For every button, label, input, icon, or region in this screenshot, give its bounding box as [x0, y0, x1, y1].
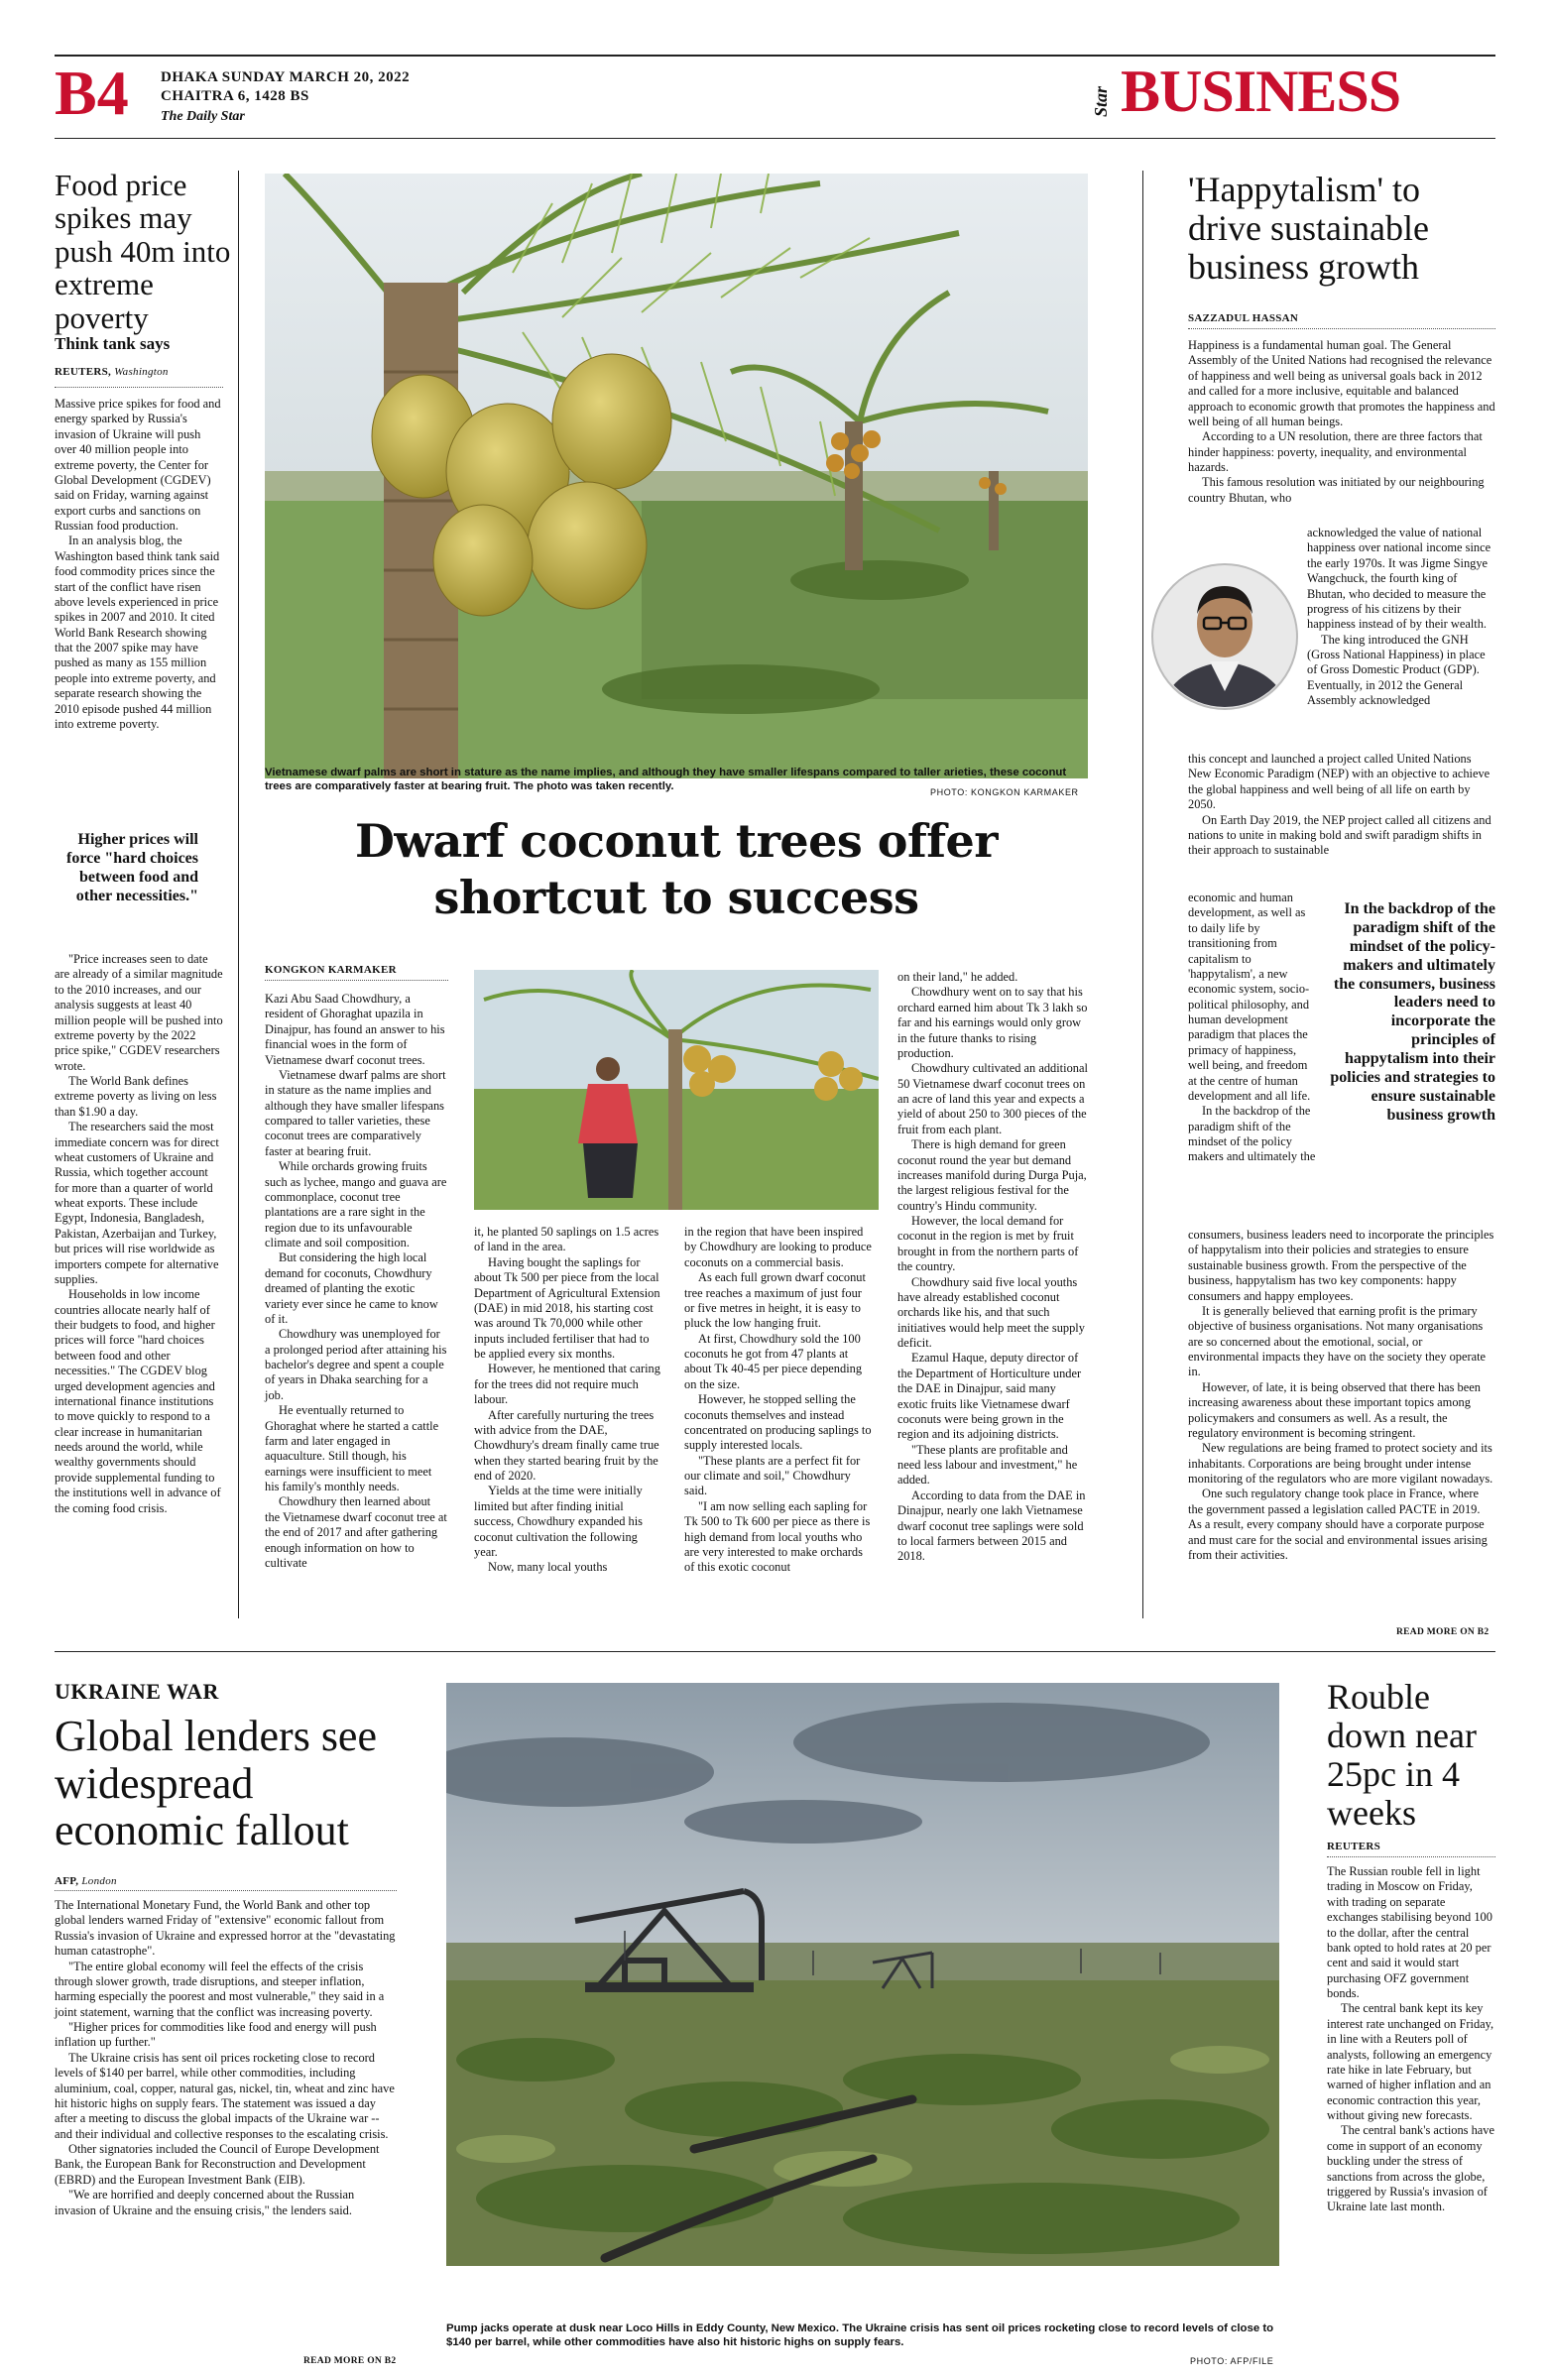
happy-read-more[interactable]: READ MORE ON B2 [1396, 1627, 1490, 1637]
lenders-headline: Global lenders see widespread economic fallout [55, 1712, 377, 1855]
pumpjack-photo-credit: PHOTO: AFP/FILE [1190, 2356, 1274, 2366]
happy-pullquote: In the backdrop of the paradigm shift of the mindset of the policy-makers and ultimately the consumers, business leaders need to incorporate the principles of happytalism into their policies and strategies to ensure sustainable business growth [1330, 900, 1495, 1124]
happy-body-mid: this concept and launched a project called United Nations New Economic Paradigm (NEP) with an objective to achieve the global happiness and well being of all life on earth by 2050. On Earth Day 2019, the NEP project called all citizens and nations to unite in making bold and swift paradigm shifts in their approach to sustainable [1188, 752, 1491, 858]
star-logo [1091, 73, 1113, 121]
food-body-top: Massive price spikes for food and energy sparked by Russia's invasion of Ukraine will push over 40 million people into extreme poverty, the Center for Global Development (CGDEV) said on Friday, warning against export curbs and sanctions on Russian food production. In an analysis blog, the Washington based think tank said food commodity prices since the start of the conflict have risen above levels experienced in price spikes in 2007 and 2010. It cited World Bank Research showing that the 2007 spike may have pushed as many as 155 million people into extreme poverty, and separate research showing the 2010 episode pushed 44 million into extreme poverty. [55, 397, 221, 731]
lenders-kicker: UKRAINE WAR [55, 1679, 219, 1704]
section-title: BUSINESS [1121, 59, 1401, 124]
happy-byline: SAZZADUL HASSAN [1188, 312, 1299, 324]
food-headline: Food price spikes may push 40m into extreme poverty [55, 168, 231, 335]
svg-text:Star: Star [1091, 85, 1111, 117]
rouble-body: The Russian rouble fell in light trading in Moscow on Friday, with trading on separate exchanges stabilising beyond 100 to the dollar, after the central bank opted to hold rates at 20 per cent and said it would start purchasing OFZ government bonds. The central bank kept its key interest rate unchanged on Friday, in line with a Reuters poll of analysts, following an emergency rate hike in late February, but warned of higher inflation and an economic contraction this year, without giving new forecasts. The central bank's actions have come in support of an economy buckling under the stress of sanctions from across the globe, triggered by Russia's invasion of Ukraine late last month. [1327, 1864, 1494, 2214]
food-byline: REUTERS, Washington [55, 366, 169, 378]
rouble-headline: Rouble down near 25pc in 4 weeks [1327, 1677, 1477, 1833]
coconut-col-1: Kazi Abu Saad Chowdhury, a resident of Ghoraghat upazila in Dinajpur, has found an answer to his financial woes in the form of Vietnamese dwarf coconut trees. Vietnamese dwarf palms are short in stature as the name implies and although they have smaller lifespans compared to taller varieties, these coconut trees are comparatively faster at bearing fruit. While orchards growing fruits such as lychee, mango and guava are commonplace, coconut tree plantations are a rare sight in the region due to its unfavourable climate and soil composition. But considering the high local demand for coconuts, Chowdhury dreamed of planting the exotic variety ever since he came to know of it. Chowdhury was unemployed for a prolonged period after attaining his bachelor's degree and spent a couple of years in Dhaka searching for a job. He eventually returned to Ghoraghat where he started a cattle farm and later engaged in aquaculture. Still though, his earnings were insufficient to meet his family's monthly needs. Chowdhury then learned about the Vietnamese dwarf coconut tree at the end of 2017 and after gathering enough information on how to cultivate [265, 992, 447, 1570]
coconut-byline: KONGKON KARMAKER [265, 964, 397, 976]
coconut-col-2: it, he planted 50 saplings on 1.5 acres of land in the area. Having bought the saplings for about Tk 500 per piece from the local Department of Agricultural Extension (DAE) in mid 2018, his starting cost was around Tk 70,000 while other inputs included fertiliser that had to be applied every six months. However, he mentioned that caring for the trees did not require much labour. After carefully nurturing the trees with advice from the DAE, Chowdhury's dream finally came true when they started bearing fruit by the end of 2020. Yields at the time were initially limited but after finding initial success, Chowdhury expanded his coconut cultivation the following year. Now, many local youths [474, 1225, 660, 1575]
rouble-byline: REUTERS [1327, 1841, 1381, 1852]
food-pullquote: Higher prices will force "hard choices between food and other necessities." [66, 831, 198, 904]
food-body-bottom: "Price increases seen to date are already of a similar magnitude to the 2010 increases, and our analysis suggests at least 40 million people will be pushed into extreme poverty by the 2022 price spike," CGDEV researchers wrote. The World Bank defines extreme poverty as living on less than $1.90 a day. The researchers said the most immediate concern was for direct wheat customers of Ukraine and Russia, which together account for more than a quarter of world wheat exports. These include Egypt, Indonesia, Bangladesh, Pakistan, Azerbaijan and Turkey, but prices will rise worldwide as importers compete for alternative supplies. Households in low income countries allocate nearly half of their budgets to food, and higher prices will force "hard choices between food and other necessities." The CGDEV blog urged development agencies and international finance institutions to move quickly to respond to a clear increase in humanitarian needs around the world, while wealthy governments should provide supplemental funding to the institutions well in advance of the coming food crisis. [55, 952, 223, 1515]
coconut-headline: Dwarf coconut trees offer shortcut to success [354, 814, 999, 925]
happy-body-top: Happiness is a fundamental human goal. The General Assembly of the United Nations had recognised the relevance of happiness and well being as universal goals back in 2012 and called for a more inclusive, equitable and balanced approach to economic growth that promotes the happiness and well being of all human beings. According to a UN resolution, there are three factors that hinder happiness: poverty, inequality, and environmental hazards. This famous resolution was initiated by our neighbouring country Bhutan, who [1188, 338, 1495, 505]
happy-body-bottom: consumers, business leaders need to incorporate the principles of happytalism into their policies and strategies to ensure sustainable business growth. From the perspective of the business, happytalism has two key components: happy consumers and happy employees. It is generally believed that earning profit is the primary objective of business organisations. Not many organisations are so concerned about the emotional, social, or environmental impacts they have on the society they operate in. However, of late, it is being observed that there has been increasing awareness about these important topics among policymakers and consumers as well. As a result, the regulatory environment is becoming stringent. New regulations are being framed to protect society and its inhabitants. Corporations are being brought under intense monitoring of the regulators who are more vigilant nowadays. One such regulatory change took place in France, where the government passed a legislation called PACTE in 2019. As a result, every company should have a corporate purpose and must care for the social and environmental issues arising from their activities. [1188, 1228, 1494, 1562]
pumpjack-photo [446, 1683, 1279, 2266]
author-photo [1150, 562, 1299, 711]
lenders-byline: AFP, London [55, 1875, 117, 1887]
date-line: DHAKA SUNDAY MARCH 20, 2022 [161, 69, 411, 85]
lenders-read-more[interactable]: READ MORE ON B2 [303, 2356, 397, 2366]
bangla-date: CHAITRA 6, 1428 BS [161, 88, 309, 104]
page-number: B4 [55, 58, 129, 128]
coconut-photo-caption: Vietnamese dwarf palms are short in stature as the name implies, and although they have smaller lifespans compared to taller arieties, these coconut trees are comparatively faster at bearing fruit. The photo was taken recently. [265, 767, 1067, 793]
coconut-photo [265, 174, 1088, 778]
happy-body-beside-quote: economic and human development, as well as to daily life by transitioning from capitalism to 'happytalism', a new economic system, socio-political philosophy, and human development paradigm that places the primacy of happiness, well being, and freedom at the centre of human development and all life. In the backdrop of the paradigm shift of the mindset of the policy makers and ultimately the [1188, 891, 1316, 1164]
happy-headline: 'Happytalism' to drive sustainable business growth [1188, 170, 1429, 287]
food-subhead: Think tank says [55, 334, 171, 353]
lenders-body: The International Monetary Fund, the World Bank and other top global lenders warned Friday of "extensive" economic fallout from Russia's invasion of Ukraine and expressed horror at the "devastating human catastrophe". "The entire global economy will feel the effects of the crisis through slower growth, trade disruptions, and steeper inflation, harming especially the poorest and most vulnerable," they said in a joint statement, warning that the conflict was increasing poverty. "Higher prices for commodities like food and energy will push inflation up further." The Ukraine crisis has sent oil prices rocketing close to record levels of $140 per barrel, while other commodities, including aluminium, coal, copper, natural gas, nickel, tin, wheat and zinc have hit historic highs on supply fears. The statement was issued a day after a meeting to discuss the global impacts of the Ukraine war -- and their individual and collective responses to the escalating crisis. Other signatories included the Council of Europe Development Bank, the European Bank for Reconstruction and Development (EBRD) and the European Investment Bank (EIB). "We are horrified and deeply concerned about the Russian invasion of Ukraine and the ensuing crisis," the lenders said. [55, 1898, 396, 2217]
happy-body-beside-photo: acknowledged the value of national happiness over national income since the early 1970s. It was Jigme Singye Wangchuck, the fourth king of Bhutan, who decided to measure the progress of his citizens by their happiness instead of by their wealth. The king introduced the GNH (Gross National Happiness) in place of Gross Domestic Product (GDP). Eventually, in 2012 the General Assembly acknowledged [1307, 526, 1491, 708]
pumpjack-photo-caption: Pump jacks operate at dusk near Loco Hills in Eddy County, New Mexico. The Ukraine crisis has sent oil prices rocketing close to record levels of close to $140 per barrel, while other commodities have also hit historic highs on supply fears. [446, 2322, 1274, 2349]
coconut-photo-credit: PHOTO: KONGKON KARMAKER [930, 787, 1079, 797]
farmer-photo [474, 970, 879, 1210]
coconut-col-4: on their land," he added. Chowdhury went on to say that his orchard earned him about Tk 3 lakh so far and his earnings would only grow in the future thanks to rising production. Chowdhury cultivated an additional 50 Vietnamese dwarf coconut trees on an acre of land this year and expects a yield of about 250 to 300 pieces of the fruit from each plant. There is high demand for green coconut round the year but demand increases manifold during Durga Puja, the largest religious festival for the country's Hindu community. However, the local demand for coconut in the region is met by fruit brought in from the northern parts of the country. Chowdhury said five local youths have already established coconut orchards like his, and that such initiatives would help meet the supply deficit. Ezamul Haque, deputy director of the Department of Horticulture under the DAE in Dinajpur, said many exotic fruits like Vietnamese dwarf coconuts were being grown in the region and its adjoining districts. "These plants are profitable and need less labour and investment," he added. According to data from the DAE in Dinajpur, nearly one lakh Vietnamese dwarf coconut tree saplings were sold to local farmers between 2015 and 2018. [897, 970, 1088, 1564]
paper-name: The Daily Star [161, 109, 245, 124]
coconut-col-3: in the region that have been inspired by Chowdhury are looking to produce coconuts on a commercial basis. As each full grown dwarf coconut tree reaches a maximum of just four or five metres in height, it is easy to pluck the low hanging fruit. At first, Chowdhury sold the 100 coconuts he got from 47 plants at about Tk 40-45 per piece depending on the size. However, he stopped selling the coconuts themselves and instead concentrated on producing saplings to supply interested locals. "These plants are a perfect fit for our climate and soil," Chowdhury said. "I am now selling each sapling for Tk 500 to Tk 600 per piece as there is high demand from local youths who are very interested to make orchards of this exotic coconut [684, 1225, 872, 1575]
